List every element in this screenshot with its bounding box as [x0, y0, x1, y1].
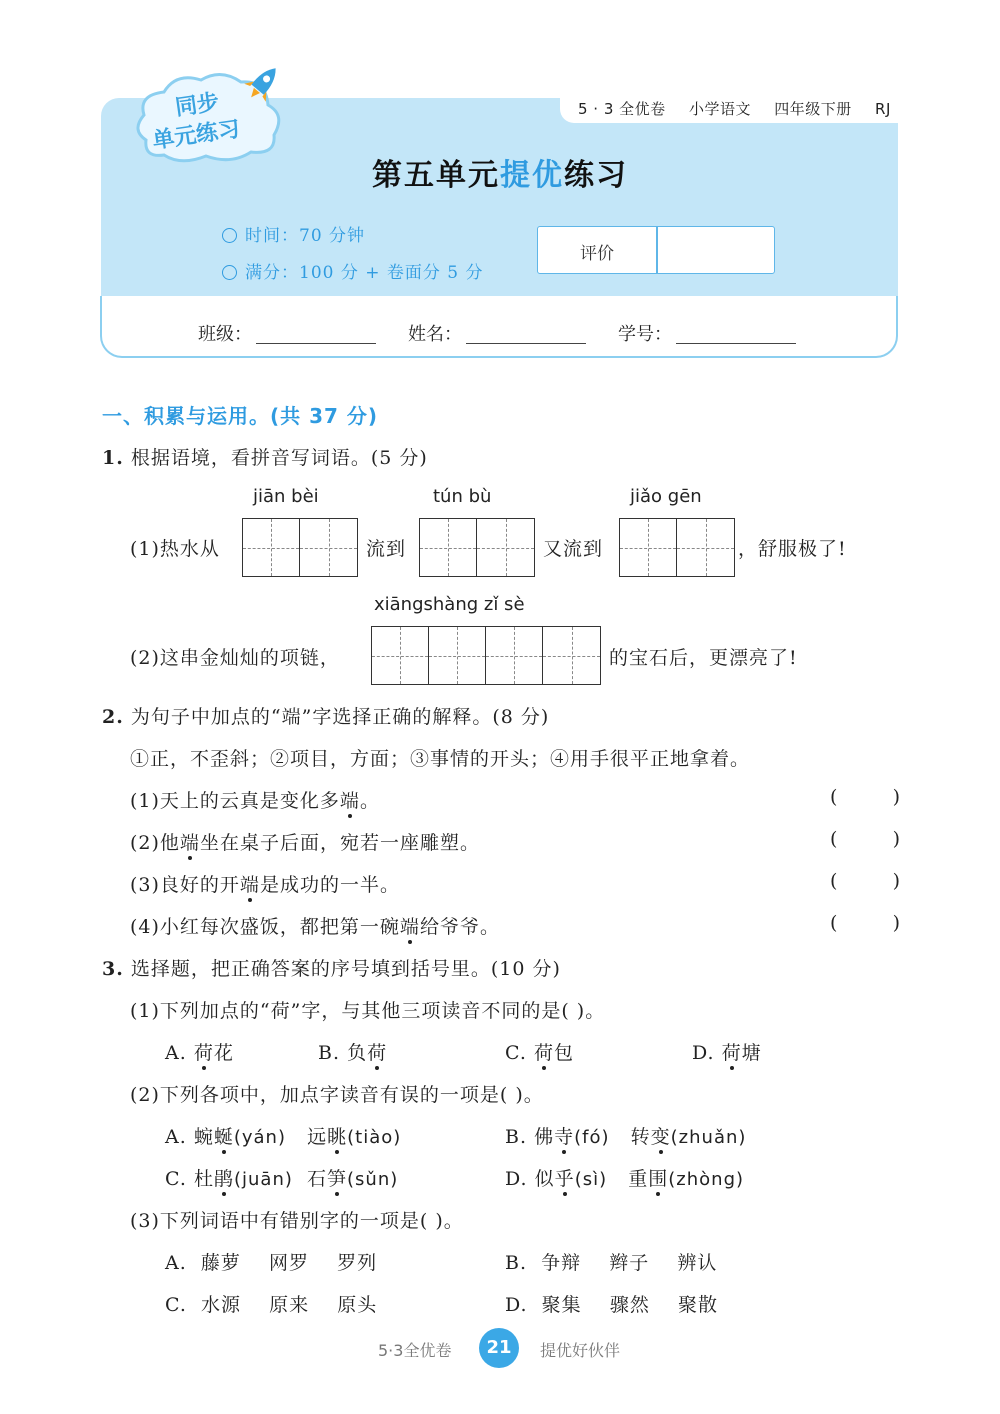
writing-grid-1[interactable]	[242, 518, 358, 577]
footer-slogan: 提优好伙伴	[540, 1341, 621, 1360]
q1-number: 1.	[102, 447, 124, 469]
q1-mid2: 又流到	[543, 538, 604, 560]
class-field	[198, 320, 376, 346]
q1-text: 根据语境，看拼音写词语。(5 分)	[130, 447, 428, 469]
q1-s2-prefix: (2)这串金灿灿的项链，	[130, 647, 340, 669]
evaluation-divider	[656, 227, 658, 273]
writing-grid-2[interactable]	[419, 518, 535, 577]
q2-item-4-pre: (4)小红每次盛饭，都把第一碗	[130, 916, 400, 938]
q2-text: 为句子中加点的“端”字选择正确的解释。(8 分)	[130, 706, 550, 728]
pinyin-note: (zhuǎn)	[670, 1127, 747, 1148]
paren-right: )	[892, 828, 900, 850]
dotted-char: 眺	[327, 1126, 348, 1148]
answer-paren-1[interactable]	[830, 786, 900, 808]
q2-item-3-post: 是成功的一半。	[259, 874, 400, 896]
q2-item-1-pre: (1)天上的云真是变化多	[130, 790, 340, 812]
option-label: D.	[692, 1042, 715, 1064]
grid-cell	[486, 627, 543, 684]
option-text: 石	[306, 1168, 327, 1190]
dotted-char: 笋	[327, 1168, 348, 1190]
pinyin-4: xiāngshàng zǐ sè	[374, 594, 525, 615]
footer-brand: 5·3全优卷	[378, 1341, 452, 1360]
q3-number: 3.	[102, 958, 124, 980]
q1-s2-suffix: 的宝石后，更漂亮了!	[609, 647, 798, 669]
series-edition: RJ	[875, 100, 891, 118]
pinyin-note: (zhòng)	[668, 1169, 745, 1190]
q3-sub1-opt-d[interactable]	[692, 1038, 762, 1065]
question-3	[102, 954, 561, 981]
answer-paren-2[interactable]	[830, 828, 900, 850]
option-label: A.	[165, 1126, 187, 1148]
q2-item-2-pre: (2)他	[130, 832, 180, 854]
dotted-char: 蜒	[213, 1126, 234, 1148]
grid-cell	[300, 519, 357, 576]
title-highlight: 提优	[500, 158, 564, 193]
dotted-char: 鹃	[213, 1168, 234, 1190]
name-field	[408, 320, 586, 346]
check-icon	[222, 265, 237, 280]
dotted-char: 荷	[193, 1042, 214, 1064]
evaluation-label: 评价	[580, 244, 614, 264]
paren-left: (	[830, 786, 838, 808]
option-text: 负	[347, 1042, 368, 1064]
dotted-char: 变	[650, 1126, 671, 1148]
option-label: D.	[505, 1168, 528, 1190]
dotted-char: 围	[648, 1168, 669, 1190]
q3-sub1-opt-a[interactable]	[165, 1038, 234, 1065]
q3-text: 选择题，把正确答案的序号填到括号里。(10 分)	[130, 958, 561, 980]
dotted-char: 端	[339, 790, 360, 812]
grid-cell	[420, 519, 477, 576]
option-text: 花	[213, 1042, 234, 1064]
q2-item-1	[130, 786, 380, 813]
pinyin-3: jiǎo gēn	[630, 486, 702, 507]
time-row	[222, 221, 365, 246]
series-subject: 小学语文	[688, 100, 751, 118]
q2-item-2	[130, 828, 480, 855]
paren-left: (	[830, 912, 838, 934]
q2-item-1-post: 。	[359, 790, 380, 812]
option-text: 远	[307, 1126, 328, 1148]
dotted-char: 端	[399, 916, 420, 938]
q2-item-2-post: 坐在桌子后面，宛若一座雕塑。	[199, 832, 480, 854]
dotted-char: 荷	[367, 1042, 388, 1064]
option-text: 塘	[741, 1042, 762, 1064]
series-info	[578, 98, 891, 119]
q2-options: ①正，不歪斜；②项目，方面；③事情的开头；④用手很平正地拿着。	[130, 748, 751, 770]
q2-item-4	[130, 912, 500, 939]
page-number: 21	[479, 1328, 519, 1368]
option-text: 似	[534, 1168, 555, 1190]
paren-left: (	[830, 828, 838, 850]
section-title: 一、积累与运用。(共 37 分)	[102, 404, 379, 428]
q3-sub3-opt-b[interactable]: B. 争辩 辫子 辨认	[505, 1252, 718, 1274]
score-row	[222, 258, 484, 283]
q3-sub2-opt-d[interactable]	[505, 1164, 744, 1191]
q3-sub1-opt-b[interactable]	[318, 1038, 387, 1065]
badge-line1: 同步	[173, 90, 221, 121]
option-label: B.	[505, 1126, 528, 1148]
option-label: C.	[165, 1168, 187, 1190]
dotted-char: 寺	[554, 1126, 575, 1148]
writing-grid-4[interactable]	[371, 626, 601, 685]
grid-cell	[372, 627, 429, 684]
dotted-char: 荷	[533, 1042, 554, 1064]
q1-s1-suffix: ，舒服极了!	[738, 538, 847, 560]
grid-cell	[429, 627, 486, 684]
answer-paren-4[interactable]	[830, 912, 900, 934]
option-label: B.	[318, 1042, 341, 1064]
question-2	[102, 702, 549, 729]
paren-right: )	[892, 870, 900, 892]
option-text: 转	[630, 1126, 651, 1148]
id-field	[618, 320, 796, 346]
q3-sub3-opt-c[interactable]: C. 水源 原来 原头	[165, 1294, 378, 1316]
page-title	[0, 150, 1000, 194]
title-prefix: 第五单元	[372, 158, 500, 193]
score-text: 满分：100 分 + 卷面分 5 分	[245, 263, 484, 283]
option-label: C.	[505, 1042, 527, 1064]
q3-sub1: (1)下列加点的“荷”字，与其他三项读音不同的是( )。	[130, 1000, 606, 1022]
paren-right: )	[892, 912, 900, 934]
badge-line2: 单元练习	[150, 116, 242, 154]
dotted-char: 荷	[721, 1042, 742, 1064]
option-text: 蜿	[193, 1126, 214, 1148]
q2-item-3-pre: (3)良好的开	[130, 874, 240, 896]
q3-sub2-opt-c[interactable]	[165, 1164, 398, 1191]
series-grade: 四年级下册	[774, 100, 852, 118]
pinyin-1: jiān bèi	[253, 486, 319, 507]
q3-sub3: (3)下列词语中有错别字的一项是( )。	[130, 1210, 464, 1232]
pinyin-2: tún bù	[433, 486, 492, 507]
pinyin-note: (sǔn)	[347, 1169, 399, 1190]
q1-mid1: 流到	[366, 538, 407, 560]
time-text: 时间：70 分钟	[245, 226, 366, 246]
title-suffix: 练习	[564, 158, 628, 193]
pinyin-note: (sì)	[574, 1169, 608, 1190]
pinyin-note: (juān)	[233, 1169, 293, 1190]
q2-item-3	[130, 870, 400, 897]
q3-sub3-opt-d[interactable]: D. 聚集 骤然 聚散	[505, 1294, 718, 1316]
name-label: 姓名：	[408, 324, 462, 345]
dotted-char: 端	[239, 874, 260, 896]
answer-paren-3[interactable]	[830, 870, 900, 892]
id-label: 学号：	[618, 324, 672, 345]
grid-cell	[620, 519, 677, 576]
name-blank[interactable]	[466, 325, 586, 344]
class-blank[interactable]	[256, 325, 376, 344]
option-label: A.	[165, 1042, 187, 1064]
option-text: 佛	[534, 1126, 555, 1148]
paren-left: (	[830, 870, 838, 892]
pinyin-note: (yán)	[233, 1127, 286, 1148]
q3-sub2-opt-b[interactable]	[505, 1122, 746, 1149]
paren-right: )	[892, 786, 900, 808]
q3-sub2: (2)下列各项中，加点字读音有误的一项是( )。	[130, 1084, 544, 1106]
q3-sub1-opt-c[interactable]	[505, 1038, 574, 1065]
q1-s1-prefix: (1)热水从	[130, 538, 220, 560]
question-1	[102, 443, 428, 470]
option-text: 杜	[193, 1168, 214, 1190]
pinyin-note: (tiào)	[347, 1127, 402, 1148]
option-text: 重	[628, 1168, 649, 1190]
grid-cell	[243, 519, 300, 576]
writing-grid-3[interactable]	[619, 518, 735, 577]
q3-sub3-opt-a[interactable]: A. 藤萝 网罗 罗列	[165, 1252, 378, 1274]
dotted-char: 端	[179, 832, 200, 854]
q2-item-4-post: 给爷爷。	[419, 916, 500, 938]
evaluation-box	[537, 226, 775, 274]
class-label: 班级：	[198, 324, 252, 345]
series-name: 5 · 3 全优卷	[578, 100, 666, 118]
option-text: 包	[553, 1042, 574, 1064]
q2-number: 2.	[102, 706, 124, 728]
dotted-char: 乎	[554, 1168, 575, 1190]
q3-sub2-opt-a[interactable]	[165, 1122, 401, 1149]
clock-icon	[222, 228, 237, 243]
id-blank[interactable]	[676, 325, 796, 344]
pinyin-note: (fó)	[574, 1127, 610, 1148]
grid-cell	[477, 519, 534, 576]
grid-cell	[677, 519, 734, 576]
grid-cell	[543, 627, 600, 684]
